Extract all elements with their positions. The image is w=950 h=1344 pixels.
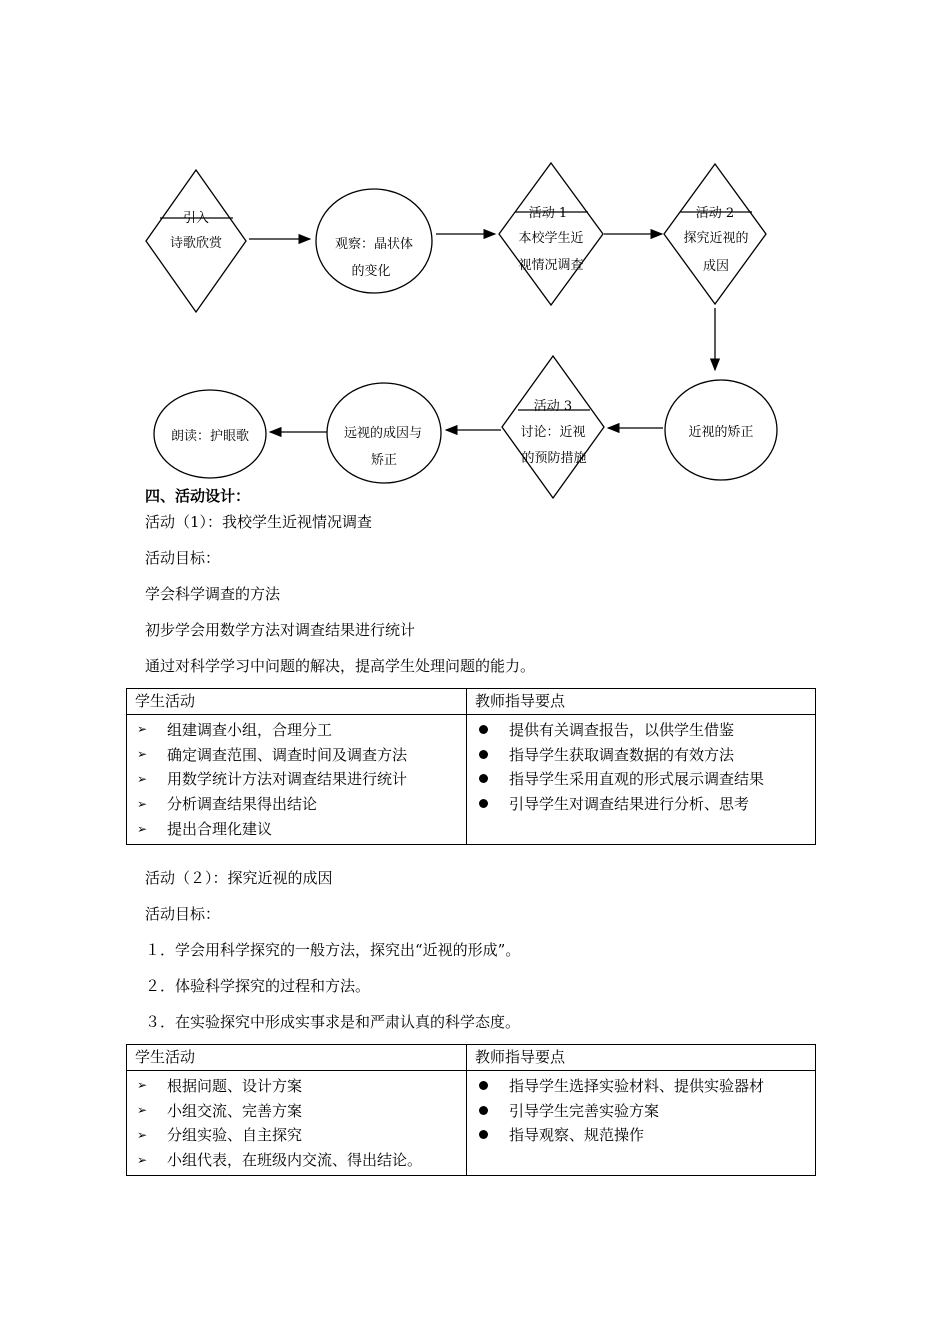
node-intro-line2: 诗歌欣赏 [169, 236, 223, 251]
teaching-flowchart [0, 0, 950, 510]
list-item: ➢ 小组交流、完善方案 [127, 1098, 466, 1123]
list-item: ➢ 根据问题、设计方案 [127, 1073, 466, 1098]
activity1-header-student: 学生活动 [127, 689, 467, 715]
arrow-bullet-icon: ➢ [137, 1103, 148, 1118]
list-item: 指导学生选择实验材料、提供实验器材 [467, 1073, 815, 1098]
dot-bullet-icon [467, 799, 509, 808]
list-item: 引导学生对调查结果进行分析、思考 [467, 791, 815, 816]
arrow-bullet-icon: ➢ [137, 722, 148, 737]
dot-bullet-icon [467, 1130, 509, 1139]
node-correction-line1: 近视的矫正 [688, 425, 754, 440]
node-recite-line1: 朗读：护眼歌 [170, 429, 250, 444]
list-item: 指导学生采用直观的形式展示调查结果 [467, 767, 815, 792]
list-item: ➢ 提出合理化建议 [127, 816, 466, 841]
node-hyperopia-line1: 远视的成因与 [343, 426, 423, 441]
list-item: ➢ 小组代表，在班级内交流、得出结论。 [127, 1147, 466, 1172]
activity2-header-teacher: 教师指导要点 [467, 1045, 816, 1071]
activity1-teacher-cell [467, 715, 816, 845]
list-item: 指导学生获取调查数据的有效方法 [467, 742, 815, 767]
section-title: 四、活动设计： [145, 487, 251, 505]
arrow-bullet-icon: ➢ [137, 771, 148, 786]
list-item: ➢ 用数学统计方法对调查结果进行统计 [127, 767, 466, 792]
node-activity3-line2: 讨论：近视 [520, 425, 586, 440]
activity1-table [126, 688, 816, 845]
arrow-bullet-icon: ➢ [137, 821, 148, 836]
dot-bullet-icon [467, 725, 509, 734]
list-item: 引导学生完善实验方案 [467, 1098, 815, 1123]
dot-bullet-icon [467, 750, 509, 759]
dot-bullet-icon [467, 774, 509, 783]
activity2-goal-1: １．学会用科学探究的一般方法，探究出“近视的形成”。 [145, 941, 521, 959]
activity2-table [126, 1044, 816, 1176]
dot-bullet-icon [467, 1106, 509, 1115]
arrow-bullet-icon: ➢ [137, 796, 148, 811]
node-observe-line2: 的变化 [351, 264, 391, 279]
node-intro-line1: 引入 [182, 211, 210, 226]
activity2-goal-3: ３．在实验探究中形成实事求是和严肃认真的科学态度。 [145, 1013, 521, 1031]
node-activity1-line1: 活动 1 [528, 206, 568, 221]
node-activity2-line1: 活动 2 [695, 206, 735, 221]
list-item: ➢ 组建调查小组，合理分工 [127, 717, 466, 742]
arrow-bullet-icon: ➢ [137, 1078, 148, 1093]
list-item: 指导观察、规范操作 [467, 1123, 815, 1148]
activity2-teacher-cell [467, 1071, 816, 1176]
arrow-bullet-icon: ➢ [137, 1127, 148, 1142]
list-item: 提供有关调查报告，以供学生借鉴 [467, 717, 815, 742]
activity1-goal-1: 学会科学调查的方法 [145, 585, 281, 603]
activity1-student-cell [127, 715, 467, 845]
arrow-bullet-icon: ➢ [137, 747, 148, 762]
activity1-goal-3: 通过对科学学习中问题的解决，提高学生处理问题的能力。 [145, 657, 536, 675]
node-hyperopia-line2: 矫正 [370, 453, 398, 468]
node-activity1-line2: 本校学生近 [518, 231, 584, 246]
activity2-goal-2: ２．体验科学探究的过程和方法。 [145, 977, 371, 995]
activity2-goal-label: 活动目标： [145, 905, 221, 923]
node-activity2-line3: 成因 [702, 259, 730, 274]
activity1-title: 活动（1）：我校学生近视情况调查 [145, 513, 373, 531]
activity2-student-cell [127, 1071, 467, 1176]
list-item: ➢ 分组实验、自主探究 [127, 1123, 466, 1148]
node-observe-line1: 观察：晶状体 [334, 237, 414, 252]
dot-bullet-icon [467, 1081, 509, 1090]
activity1-header-teacher: 教师指导要点 [467, 689, 816, 715]
node-activity1-line3: 视情况调查 [518, 258, 584, 273]
activity1-goal-label: 活动目标： [145, 549, 221, 567]
node-activity3-line1: 活动 3 [533, 399, 573, 414]
activity2-header-student: 学生活动 [127, 1045, 467, 1071]
node-activity2-line2: 探究近视的 [683, 231, 749, 246]
list-item: ➢ 分析调查结果得出结论 [127, 791, 466, 816]
list-item: ➢ 确定调查范围、调查时间及调查方法 [127, 742, 466, 767]
activity1-goal-2: 初步学会用数学方法对调查结果进行统计 [145, 621, 416, 639]
node-activity3-line3: 的预防措施 [521, 451, 587, 466]
activity2-title: 活动（２）：探究近视的成因 [145, 869, 333, 887]
arrow-bullet-icon: ➢ [137, 1152, 148, 1167]
